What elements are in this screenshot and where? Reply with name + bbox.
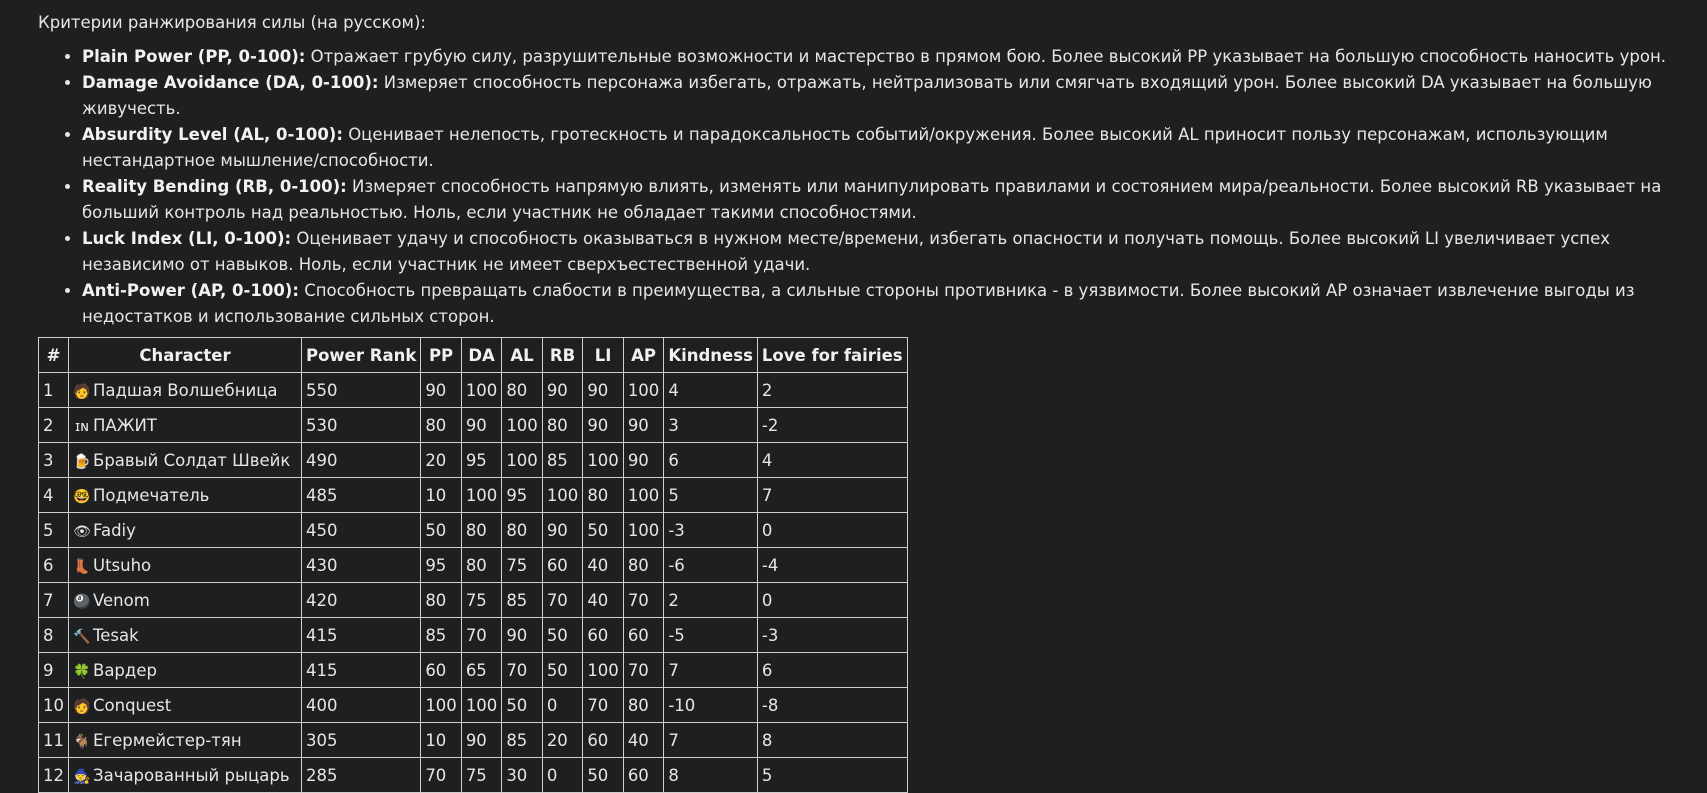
character-cell [69, 408, 302, 443]
table-row [39, 723, 908, 758]
table-cell: 8 [664, 758, 758, 793]
table-cell: 450 [302, 513, 421, 548]
table-row [39, 583, 908, 618]
character-name: Fadiy [93, 520, 136, 540]
table-cell: 85 [421, 618, 462, 653]
table-cell: 0 [757, 583, 907, 618]
character-name: ПАЖИТ [93, 415, 157, 435]
table-cell: 50 [542, 653, 583, 688]
table-cell: 50 [421, 513, 462, 548]
table-cell: 90 [623, 443, 664, 478]
table-cell: 415 [302, 618, 421, 653]
table-cell: 60 [421, 653, 462, 688]
table-cell: 420 [302, 583, 421, 618]
table-cell: 90 [583, 373, 624, 408]
character-icon: 🔨 [73, 628, 91, 645]
column-header: AL [502, 338, 543, 373]
table-cell: 85 [502, 583, 543, 618]
table-cell: 70 [502, 653, 543, 688]
rank-number: 7 [39, 583, 69, 618]
table-cell: -6 [664, 548, 758, 583]
character-cell [69, 513, 302, 548]
column-header: AP [623, 338, 664, 373]
table-cell: -3 [757, 618, 907, 653]
table-cell: 95 [502, 478, 543, 513]
table-row [39, 513, 908, 548]
character-name: Зачарованный рыцарь [93, 765, 290, 785]
table-row [39, 478, 908, 513]
table-cell: 485 [302, 478, 421, 513]
table-cell: 6 [664, 443, 758, 478]
table-cell: 70 [461, 618, 502, 653]
rank-number: 6 [39, 548, 69, 583]
column-header: Love for fairies [757, 338, 907, 373]
criteria-description: Измеряет способность напрямую влиять, изменять или манипулировать правилами и состоянием мира/реальности. Более высокий RB указывает на больший контроль над реальностью. Ноль, если участник не обладает такими способностями. [82, 177, 1662, 222]
table-cell: 90 [502, 618, 543, 653]
table-cell: 70 [583, 688, 624, 723]
table-cell: 20 [542, 723, 583, 758]
table-cell: 80 [583, 478, 624, 513]
table-row [39, 688, 908, 723]
column-header: Power Rank [302, 338, 421, 373]
criteria-description: Способность превращать слабости в преимущества, а сильные стороны противника - в уязвимости. Более высокий AP означает извлечение выгоды из недостатков и использование сильных сторон. [82, 281, 1635, 326]
table-cell: 70 [623, 583, 664, 618]
criteria-list [38, 44, 1698, 330]
table-cell: 50 [502, 688, 543, 723]
criteria-term: Anti-Power (AP, 0-100): [82, 281, 299, 300]
table-cell: 100 [623, 478, 664, 513]
character-cell [69, 373, 302, 408]
column-header: # [39, 338, 69, 373]
intro-text: Критерии ранжирования силы (на русском): [38, 13, 426, 32]
column-header: Kindness [664, 338, 758, 373]
rank-number: 9 [39, 653, 69, 688]
table-cell: 80 [623, 688, 664, 723]
ranking-table [38, 337, 908, 793]
table-header-row [39, 338, 908, 373]
table-cell: 100 [461, 688, 502, 723]
character-icon: ɪɴ [74, 418, 90, 435]
table-cell: 2 [664, 583, 758, 618]
table-row [39, 548, 908, 583]
table-cell: 75 [461, 758, 502, 793]
table-cell: 40 [583, 548, 624, 583]
table-cell: 50 [583, 513, 624, 548]
character-cell [69, 653, 302, 688]
table-cell: 85 [502, 723, 543, 758]
criteria-description: Оценивает нелепость, гротескность и парадоксальность событий/окружения. Более высокий AL приносит пользу персонажам, использующим нестандартное мышление/способности. [82, 125, 1608, 170]
table-cell: 80 [461, 513, 502, 548]
table-cell: 80 [502, 373, 543, 408]
criteria-term: Damage Avoidance (DA, 0-100): [82, 73, 379, 92]
rank-number: 12 [39, 758, 69, 793]
table-cell: 430 [302, 548, 421, 583]
table-cell: 0 [757, 513, 907, 548]
table-cell: 10 [421, 478, 462, 513]
criteria-item [82, 278, 1698, 330]
criteria-term: Plain Power (PP, 0-100): [82, 47, 306, 66]
table-cell: 95 [421, 548, 462, 583]
table-cell: 100 [583, 443, 624, 478]
table-cell: 80 [461, 548, 502, 583]
table-cell: 60 [583, 618, 624, 653]
table-cell: 100 [542, 478, 583, 513]
character-icon: 🧑 [73, 383, 91, 400]
table-cell: -10 [664, 688, 758, 723]
table-body [39, 373, 908, 793]
table-cell: 80 [421, 408, 462, 443]
table-cell: 100 [623, 373, 664, 408]
table-cell: 90 [623, 408, 664, 443]
criteria-description: Измеряет способность персонажа избегать, отражать, нейтрализовать или смягчать входящий урон. Более высокий DA указывает на большую живучесть. [82, 73, 1652, 118]
table-row [39, 653, 908, 688]
criteria-item [82, 44, 1698, 70]
table-cell: 80 [421, 583, 462, 618]
character-icon: 👁 [73, 523, 91, 540]
table-cell: 60 [542, 548, 583, 583]
table-cell: 80 [542, 408, 583, 443]
table-cell: 0 [542, 758, 583, 793]
character-cell [69, 443, 302, 478]
table-cell: -2 [757, 408, 907, 443]
table-cell: 60 [583, 723, 624, 758]
column-header: PP [421, 338, 462, 373]
character-cell [69, 583, 302, 618]
table-cell: 305 [302, 723, 421, 758]
table-cell: 65 [461, 653, 502, 688]
character-name: Бравый Солдат Швейк [93, 450, 291, 470]
table-cell: 85 [542, 443, 583, 478]
table-cell: 100 [502, 408, 543, 443]
criteria-description: Оценивает удачу и способность оказываться в нужном месте/времени, избегать опасности и получать помощь. Более высокий LI увеличивает успех независимо от навыков. Ноль, если участник не имеет сверхъестественной удачи. [82, 229, 1610, 274]
character-icon: 👢 [73, 558, 91, 575]
rank-number: 3 [39, 443, 69, 478]
table-cell: 550 [302, 373, 421, 408]
table-cell: 4 [664, 373, 758, 408]
table-cell: 530 [302, 408, 421, 443]
rank-number: 4 [39, 478, 69, 513]
table-cell: 100 [421, 688, 462, 723]
table-cell: 80 [502, 513, 543, 548]
table-cell: 40 [583, 583, 624, 618]
criteria-item [82, 70, 1698, 122]
criteria-term: Absurdity Level (AL, 0-100): [82, 125, 343, 144]
character-icon: 🐐 [73, 733, 91, 750]
column-header: RB [542, 338, 583, 373]
character-icon: 🎱 [73, 593, 91, 610]
table-cell: 75 [461, 583, 502, 618]
table-cell: 100 [461, 478, 502, 513]
table-cell: 400 [302, 688, 421, 723]
criteria-item [82, 122, 1698, 174]
table-cell: 285 [302, 758, 421, 793]
column-header: DA [461, 338, 502, 373]
character-cell [69, 618, 302, 653]
table-cell: 90 [542, 373, 583, 408]
table-cell: 7 [664, 653, 758, 688]
table-cell: 90 [542, 513, 583, 548]
table-cell: 90 [461, 408, 502, 443]
table-cell: 40 [623, 723, 664, 758]
content-area [38, 10, 1698, 793]
character-name: Venom [93, 590, 150, 610]
table-cell: 415 [302, 653, 421, 688]
criteria-item [82, 174, 1698, 226]
table-cell: 30 [502, 758, 543, 793]
criteria-description: Отражает грубую силу, разрушительные возможности и мастерство в прямом бою. Более высокий PP указывает на большую способность наносить урон. [305, 47, 1666, 66]
table-cell: 100 [623, 513, 664, 548]
criteria-term: Luck Index (LI, 0-100): [82, 229, 292, 248]
table-cell: 90 [421, 373, 462, 408]
character-name: Падшая Волшебница [93, 380, 278, 400]
table-cell: 3 [664, 408, 758, 443]
table-cell: 7 [757, 478, 907, 513]
table-cell: 10 [421, 723, 462, 758]
table-cell: 20 [421, 443, 462, 478]
table-row [39, 373, 908, 408]
character-name: Utsuho [93, 555, 152, 575]
character-cell [69, 758, 302, 793]
character-icon: 🍺 [73, 453, 91, 470]
rank-number: 1 [39, 373, 69, 408]
table-cell: -5 [664, 618, 758, 653]
table-cell: 7 [664, 723, 758, 758]
character-cell [69, 478, 302, 513]
criteria-item [82, 226, 1698, 278]
table-cell: 70 [421, 758, 462, 793]
table-row [39, 758, 908, 793]
table-cell: 6 [757, 653, 907, 688]
character-name: Conquest [93, 695, 172, 715]
rank-number: 5 [39, 513, 69, 548]
table-cell: 70 [623, 653, 664, 688]
table-cell: 0 [542, 688, 583, 723]
table-cell: 100 [502, 443, 543, 478]
rank-number: 2 [39, 408, 69, 443]
character-cell [69, 548, 302, 583]
rank-number: 8 [39, 618, 69, 653]
character-name: Вардер [93, 660, 157, 680]
character-name: Tesak [93, 625, 139, 645]
table-cell: 100 [461, 373, 502, 408]
rank-number: 11 [39, 723, 69, 758]
table-cell: 75 [502, 548, 543, 583]
table-cell: 5 [664, 478, 758, 513]
character-name: Егермейстер-тян [93, 730, 242, 750]
table-cell: 490 [302, 443, 421, 478]
character-icon: 🧑 [73, 698, 91, 715]
table-cell: -4 [757, 548, 907, 583]
rank-number: 10 [39, 688, 69, 723]
table-cell: 70 [542, 583, 583, 618]
column-header: Character [69, 338, 302, 373]
table-cell: 2 [757, 373, 907, 408]
table-cell: 100 [583, 653, 624, 688]
table-cell: 60 [623, 618, 664, 653]
character-icon: 🤓 [73, 488, 91, 505]
criteria-term: Reality Bending (RB, 0-100): [82, 177, 347, 196]
table-cell: 50 [542, 618, 583, 653]
column-header: LI [583, 338, 624, 373]
table-row [39, 408, 908, 443]
table-cell: 95 [461, 443, 502, 478]
table-cell: 60 [623, 758, 664, 793]
character-icon: 🍀 [73, 663, 91, 680]
table-row [39, 618, 908, 653]
character-icon: 🧙 [73, 768, 91, 785]
table-cell: -8 [757, 688, 907, 723]
table-cell: 4 [757, 443, 907, 478]
table-cell: 80 [623, 548, 664, 583]
character-name: Подмечатель [93, 485, 210, 505]
table-cell: 50 [583, 758, 624, 793]
table-cell: 90 [583, 408, 624, 443]
table-cell: 90 [461, 723, 502, 758]
table-cell: 5 [757, 758, 907, 793]
character-cell [69, 688, 302, 723]
character-cell [69, 723, 302, 758]
table-cell: -3 [664, 513, 758, 548]
table-row [39, 443, 908, 478]
table-cell: 8 [757, 723, 907, 758]
